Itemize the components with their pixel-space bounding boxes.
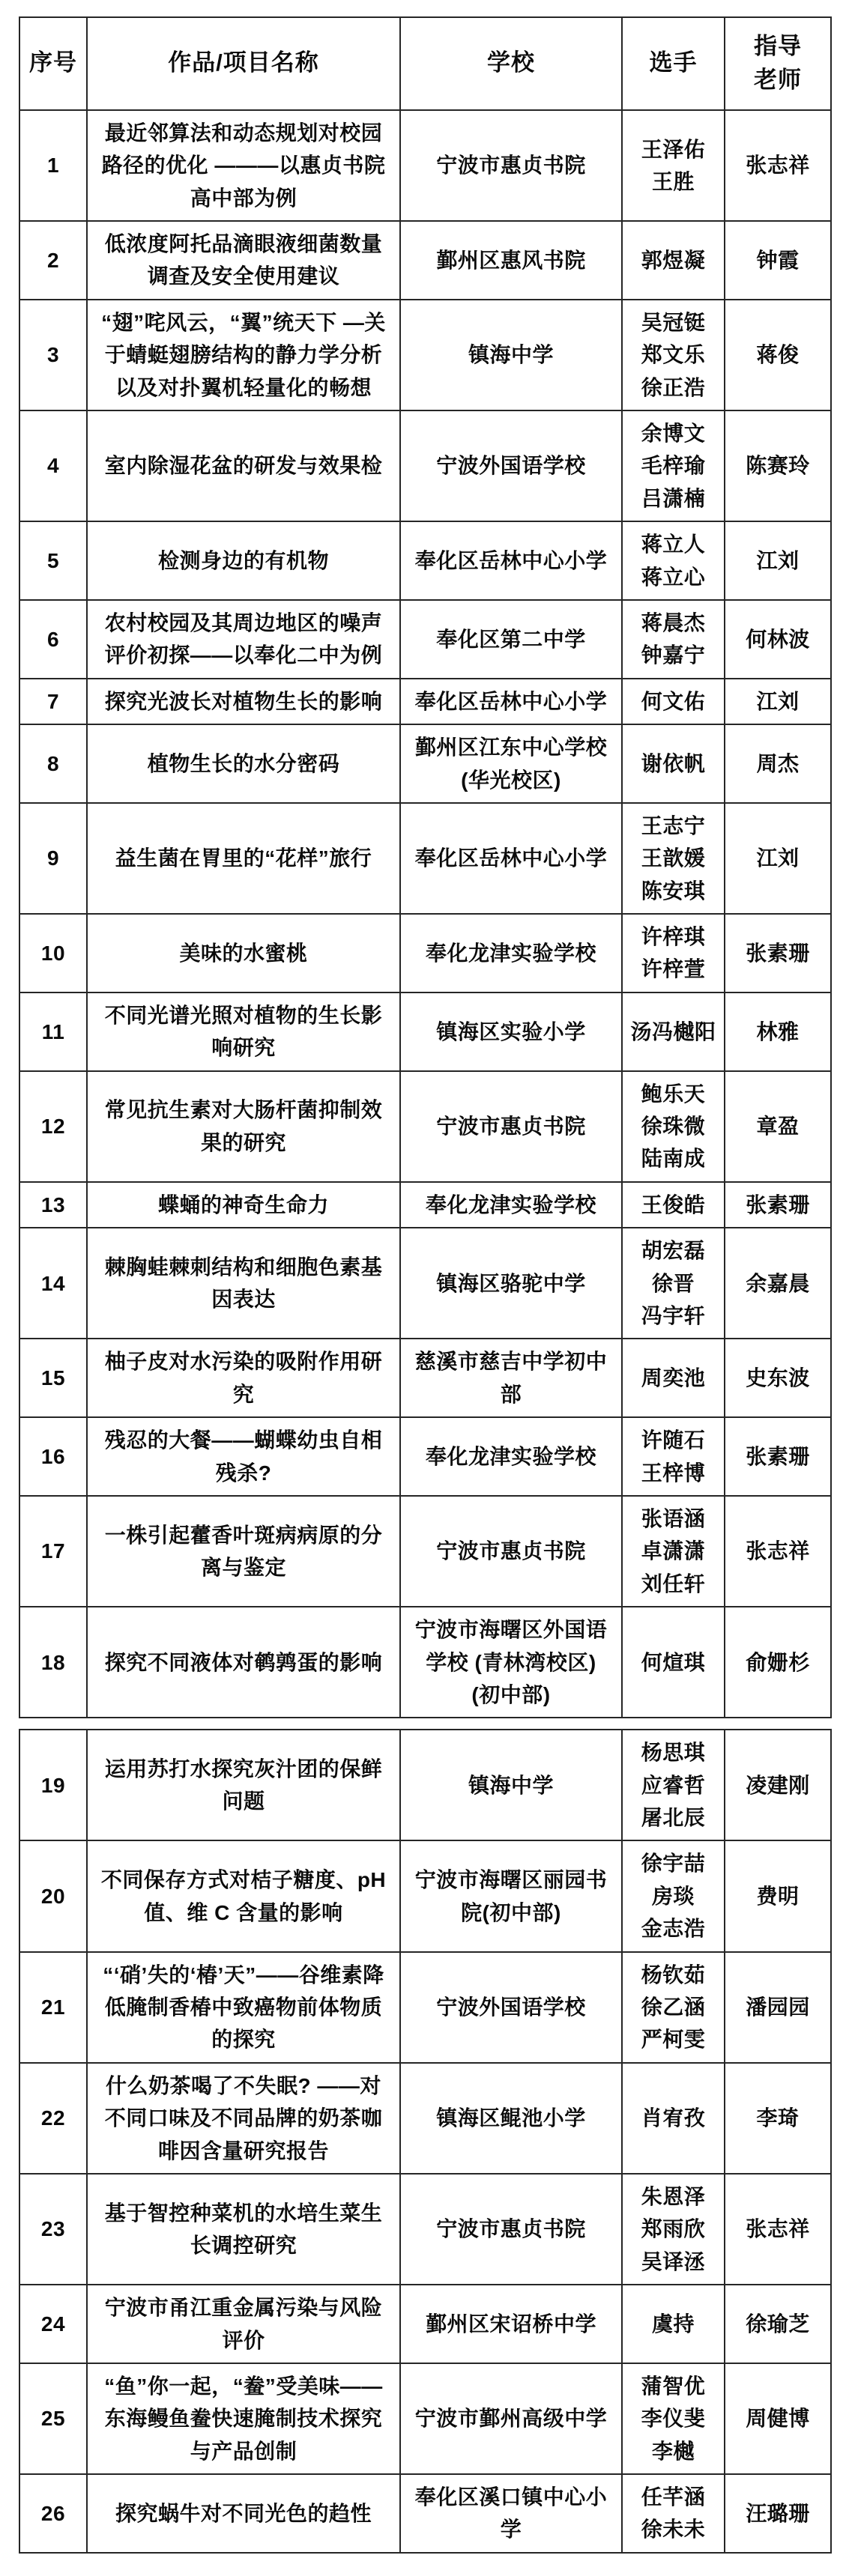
row-index-cell: 22 (19, 2063, 87, 2174)
teacher-cell: 俞姗杉 (725, 1607, 831, 1718)
school-cell: 宁波市海曙区外国语学校 (青林湾校区) (初中部) (400, 1607, 622, 1718)
contestant-name: 虞持 (651, 2312, 695, 2336)
contestants-cell (622, 1607, 725, 1718)
contestant-name: 徐晋 (651, 1271, 695, 1295)
contestant-name: 吴译洆 (641, 2249, 706, 2273)
contestant-name: 金志浩 (641, 1917, 706, 1941)
contestants-cell (622, 2474, 725, 2553)
row-index-cell: 2 (19, 221, 87, 300)
project-title-cell: 美味的水蜜桃 (87, 914, 400, 992)
table-body-lower (19, 1730, 831, 2553)
school-cell: 镇海中学 (400, 1730, 622, 1840)
table-row (19, 521, 831, 600)
results-table-lower (19, 1729, 832, 2554)
header-teacher-label: 指导老师 (753, 33, 802, 93)
table-row (19, 1228, 831, 1339)
school-cell: 慈溪市慈吉中学初中部 (400, 1339, 622, 1417)
table-row (19, 724, 831, 803)
contestants-cell (622, 2174, 725, 2285)
contestant-name: 吴冠铤 (641, 310, 706, 334)
row-index-cell: 18 (19, 1607, 87, 1718)
teacher-cell: 张素珊 (725, 1182, 831, 1228)
contestants-cell (622, 992, 725, 1071)
project-title-cell: 不同保存方式对桔子糖度、pH 值、维 C 含量的影响 (87, 1840, 400, 1951)
contestant-name: 李樾 (651, 2439, 695, 2463)
contestant-name: 冯宇轩 (641, 1303, 706, 1327)
contestant-name: 王俊皓 (641, 1192, 706, 1216)
school-cell: 奉化龙津实验学校 (400, 914, 622, 992)
school-cell: 镇海中学 (400, 300, 622, 410)
project-title-cell: 常见抗生素对大肠杆菌抑制效果的研究 (87, 1071, 400, 1182)
contestants-cell (622, 1840, 725, 1951)
row-index-cell: 19 (19, 1730, 87, 1840)
teacher-cell: 费明 (725, 1840, 831, 1951)
contestants-cell (622, 2285, 725, 2363)
contestant-name: 吕潇楠 (641, 486, 706, 510)
teacher-cell: 周健博 (725, 2363, 831, 2474)
table-row (19, 410, 831, 521)
contestant-name: 陆南成 (641, 1147, 706, 1171)
teacher-cell: 徐瑜芝 (725, 2285, 831, 2363)
school-cell: 宁波市惠贞书院 (400, 2174, 622, 2285)
teacher-cell: 江刘 (725, 679, 831, 724)
contestant-name: 屠北辰 (641, 1806, 706, 1830)
contestants-cell (622, 1182, 725, 1228)
project-title-cell: 探究蜗牛对不同光色的趋性 (87, 2474, 400, 2553)
contestants-cell (622, 1952, 725, 2063)
contestant-name: 王胜 (651, 169, 695, 193)
teacher-cell: 张素珊 (725, 914, 831, 992)
contestants-cell (622, 2363, 725, 2474)
contestant-name: 徐宇喆 (641, 1852, 706, 1876)
row-index-cell: 14 (19, 1228, 87, 1339)
header-title: 作品/项目名称 (87, 17, 400, 110)
contestant-name: 应睿哲 (641, 1773, 706, 1797)
table-row (19, 221, 831, 300)
teacher-cell: 何林波 (725, 600, 831, 679)
teacher-cell: 史东波 (725, 1339, 831, 1417)
teacher-cell: 张素珊 (725, 1417, 831, 1496)
school-cell: 奉化区第二中学 (400, 600, 622, 679)
project-title-cell: 棘胸蛙棘刺结构和细胞色素基因表达 (87, 1228, 400, 1339)
teacher-cell: 林雅 (725, 992, 831, 1071)
school-cell: 宁波市海曙区丽园书院(初中部) (400, 1840, 622, 1951)
project-title-cell: 蝶蛹的神奇生命力 (87, 1182, 400, 1228)
row-index-cell: 15 (19, 1339, 87, 1417)
row-index-cell: 16 (19, 1417, 87, 1496)
school-cell: 奉化龙津实验学校 (400, 1417, 622, 1496)
teacher-cell: 汪璐珊 (725, 2474, 831, 2553)
row-index-cell: 6 (19, 600, 87, 679)
contestant-name: 杨钦茹 (641, 1963, 706, 1986)
header-contestants: 选手 (622, 17, 725, 110)
teacher-cell: 李琦 (725, 2063, 831, 2174)
school-cell: 镇海区鲲池小学 (400, 2063, 622, 2174)
contestants-cell (622, 600, 725, 679)
project-title-cell: 探究不同液体对鹌鹑蛋的影响 (87, 1607, 400, 1718)
contestant-name: 陈安琪 (641, 879, 706, 903)
contestant-name: 徐正浩 (641, 375, 706, 399)
table-row (19, 2363, 831, 2474)
contestant-name: 房琰 (651, 1884, 695, 1908)
table-row (19, 1952, 831, 2063)
table-row (19, 914, 831, 992)
school-cell: 奉化龙津实验学校 (400, 1182, 622, 1228)
contestant-name: 肖宥孜 (641, 2106, 706, 2130)
row-index-cell: 7 (19, 679, 87, 724)
contestant-name: 许梓琪 (641, 925, 706, 949)
school-cell: 奉化区岳林中心小学 (400, 521, 622, 600)
teacher-cell: 江刘 (725, 803, 831, 914)
project-title-cell: 探究光波长对植物生长的影响 (87, 679, 400, 724)
contestant-name: 徐珠微 (641, 1115, 706, 1139)
table-row (19, 1496, 831, 1607)
project-title-cell: “鱼”你一起，“鲞”受美味——东海鳗鱼鲞快速腌制技术探究与产品创制 (87, 2363, 400, 2474)
school-cell: 奉化区溪口镇中心小学 (400, 2474, 622, 2553)
contestant-name: 严柯雯 (641, 2028, 706, 2052)
contestant-name: 何文佑 (641, 689, 706, 713)
table-row (19, 300, 831, 410)
contestant-name: 王泽佑 (641, 137, 706, 161)
table-row (19, 803, 831, 914)
teacher-cell: 余嘉晨 (725, 1228, 831, 1339)
contestant-name: 余博文 (641, 422, 706, 445)
project-title-cell: 一株引起藿香叶斑病病原的分离与鉴定 (87, 1496, 400, 1607)
contestants-cell (622, 521, 725, 600)
project-title-cell: 不同光谱光照对植物的生长影响研究 (87, 992, 400, 1071)
table-row (19, 679, 831, 724)
row-index-cell: 3 (19, 300, 87, 410)
contestants-cell (622, 1417, 725, 1496)
teacher-cell: 钟霞 (725, 221, 831, 300)
contestant-name: 周奕池 (641, 1366, 706, 1390)
table-section-gap (19, 1718, 830, 1729)
table-row (19, 2063, 831, 2174)
table-row (19, 2474, 831, 2553)
contestants-cell (622, 724, 725, 803)
row-index-cell: 26 (19, 2474, 87, 2553)
teacher-cell: 张志祥 (725, 2174, 831, 2285)
contestant-name: 谢依帆 (641, 751, 706, 775)
project-title-cell: 基于智控种菜机的水培生菜生长调控研究 (87, 2174, 400, 2285)
teacher-cell: 张志祥 (725, 1496, 831, 1607)
contestant-name: 王志宁 (641, 813, 706, 837)
school-cell: 宁波市惠贞书院 (400, 110, 622, 221)
table-row (19, 600, 831, 679)
contestants-cell (622, 300, 725, 410)
row-index-cell: 12 (19, 1071, 87, 1182)
contestant-name: 蒋晨杰 (641, 610, 706, 634)
contestant-name: 蒲智优 (641, 2374, 706, 2398)
school-cell: 宁波市鄞州高级中学 (400, 2363, 622, 2474)
row-index-cell: 23 (19, 2174, 87, 2285)
table-row (19, 1071, 831, 1182)
contestant-name: 鲍乐天 (641, 1082, 706, 1106)
table-row (19, 1730, 831, 1840)
table-row (19, 1182, 831, 1228)
school-cell: 奉化区岳林中心小学 (400, 679, 622, 724)
contestant-name: 朱恩泽 (641, 2184, 706, 2208)
table-row (19, 992, 831, 1071)
contestant-name: 王梓博 (641, 1461, 706, 1485)
teacher-cell: 蒋俊 (725, 300, 831, 410)
project-title-cell: 残忍的大餐——蝴蝶幼虫自相残杀? (87, 1417, 400, 1496)
row-index-cell: 11 (19, 992, 87, 1071)
contestant-name: 蒋立心 (641, 565, 706, 589)
row-index-cell: 5 (19, 521, 87, 600)
contestant-name: 钟嘉宁 (641, 643, 706, 667)
contestant-name: 许梓萱 (641, 957, 706, 981)
project-title-cell: 检测身边的有机物 (87, 521, 400, 600)
school-cell: 鄞州区惠风书院 (400, 221, 622, 300)
project-title-cell: 柚子皮对水污染的吸附作用研究 (87, 1339, 400, 1417)
project-title-cell: 宁波市甬江重金属污染与风险评价 (87, 2285, 400, 2363)
table-row (19, 2285, 831, 2363)
school-cell: 奉化区岳林中心小学 (400, 803, 622, 914)
results-table-upper (19, 16, 832, 1718)
school-cell: 鄞州区宋诏桥中学 (400, 2285, 622, 2363)
project-title-cell: 益生菌在胃里的“花样”旅行 (87, 803, 400, 914)
school-cell: 宁波市惠贞书院 (400, 1071, 622, 1182)
row-index-cell: 20 (19, 1840, 87, 1951)
school-cell: 镇海区骆驼中学 (400, 1228, 622, 1339)
contestant-name: 郑文乐 (641, 343, 706, 367)
contestant-name: 杨思琪 (641, 1741, 706, 1765)
teacher-cell: 陈赛玲 (725, 410, 831, 521)
contestants-cell (622, 2063, 725, 2174)
project-title-cell: 什么奶茶喝了不失眠? ——对不同口味及不同品牌的奶茶咖啡因含量研究报告 (87, 2063, 400, 2174)
header-index: 序号 (19, 17, 87, 110)
contestant-name: 郭煜凝 (641, 248, 706, 272)
teacher-cell: 江刘 (725, 521, 831, 600)
project-title-cell: “翅”咤风云，“翼”统天下 —关于蜻蜓翅膀结构的静力学分析以及对扑翼机轻量化的畅想 (87, 300, 400, 410)
contestant-name: 徐乙涵 (641, 1995, 706, 2019)
contestant-name: 许随石 (641, 1428, 706, 1452)
table-row (19, 110, 831, 221)
row-index-cell: 13 (19, 1182, 87, 1228)
table-body-upper (19, 110, 831, 1718)
header-row (19, 17, 831, 110)
contestants-cell (622, 221, 725, 300)
contestants-cell (622, 1339, 725, 1417)
project-title-cell: 农村校园及其周边地区的噪声评价初探——以奉化二中为例 (87, 600, 400, 679)
contestant-name: 李仪斐 (641, 2407, 706, 2431)
school-cell: 宁波外国语学校 (400, 410, 622, 521)
row-index-cell: 17 (19, 1496, 87, 1607)
contestant-name: 徐未未 (641, 2518, 706, 2542)
project-title-cell: 最近邻算法和动态规划对校园路径的优化 ———以惠贞书院高中部为例 (87, 110, 400, 221)
project-title-cell: 低浓度阿托品滴眼液细菌数量调查及安全使用建议 (87, 221, 400, 300)
teacher-cell: 章盈 (725, 1071, 831, 1182)
header-teacher (725, 17, 831, 110)
table-row (19, 1339, 831, 1417)
contestants-cell (622, 110, 725, 221)
table-row (19, 1417, 831, 1496)
contestants-cell (622, 1730, 725, 1840)
contestants-cell (622, 1071, 725, 1182)
contestant-name: 毛梓瑜 (641, 454, 706, 478)
contestants-cell (622, 410, 725, 521)
teacher-cell: 潘园园 (725, 1952, 831, 2063)
table-row (19, 1607, 831, 1718)
row-index-cell: 21 (19, 1952, 87, 2063)
contestants-cell (622, 1496, 725, 1607)
school-cell: 鄞州区江东中心学校(华光校区) (400, 724, 622, 803)
contestant-name: 胡宏磊 (641, 1239, 706, 1263)
contestant-name: 张语涵 (641, 1506, 706, 1530)
contestants-cell (622, 914, 725, 992)
contestant-name: 王歆媛 (641, 846, 706, 870)
teacher-cell: 张志祥 (725, 110, 831, 221)
row-index-cell: 24 (19, 2285, 87, 2363)
table-row (19, 1840, 831, 1951)
project-title-cell: 运用苏打水探究灰汁团的保鲜问题 (87, 1730, 400, 1840)
teacher-cell: 周杰 (725, 724, 831, 803)
row-index-cell: 8 (19, 724, 87, 803)
row-index-cell: 10 (19, 914, 87, 992)
contestant-name: 汤冯樾阳 (630, 1019, 716, 1043)
contestant-name: 刘任轩 (641, 1572, 706, 1595)
school-cell: 宁波市惠贞书院 (400, 1496, 622, 1607)
row-index-cell: 1 (19, 110, 87, 221)
contestant-name: 卓潇潇 (641, 1539, 706, 1563)
school-cell: 镇海区实验小学 (400, 992, 622, 1071)
project-title-cell: 植物生长的水分密码 (87, 724, 400, 803)
row-index-cell: 25 (19, 2363, 87, 2474)
contestant-name: 任芊涵 (641, 2485, 706, 2509)
project-title-cell: 室内除湿花盆的研发与效果检 (87, 410, 400, 521)
header-school: 学校 (400, 17, 622, 110)
contestant-name: 郑雨欣 (641, 2217, 706, 2241)
row-index-cell: 9 (19, 803, 87, 914)
project-title-cell: “‘硝’失的‘椿’天”——谷维素降低腌制香椿中致癌物前体物质的探究 (87, 1952, 400, 2063)
table-row (19, 2174, 831, 2285)
teacher-cell: 凌建刚 (725, 1730, 831, 1840)
contestant-name: 何煊琪 (641, 1650, 706, 1674)
school-cell: 宁波外国语学校 (400, 1952, 622, 2063)
contestant-name: 蒋立人 (641, 533, 706, 557)
contestants-cell (622, 679, 725, 724)
contestants-cell (622, 1228, 725, 1339)
contestants-cell (622, 803, 725, 914)
row-index-cell: 4 (19, 410, 87, 521)
